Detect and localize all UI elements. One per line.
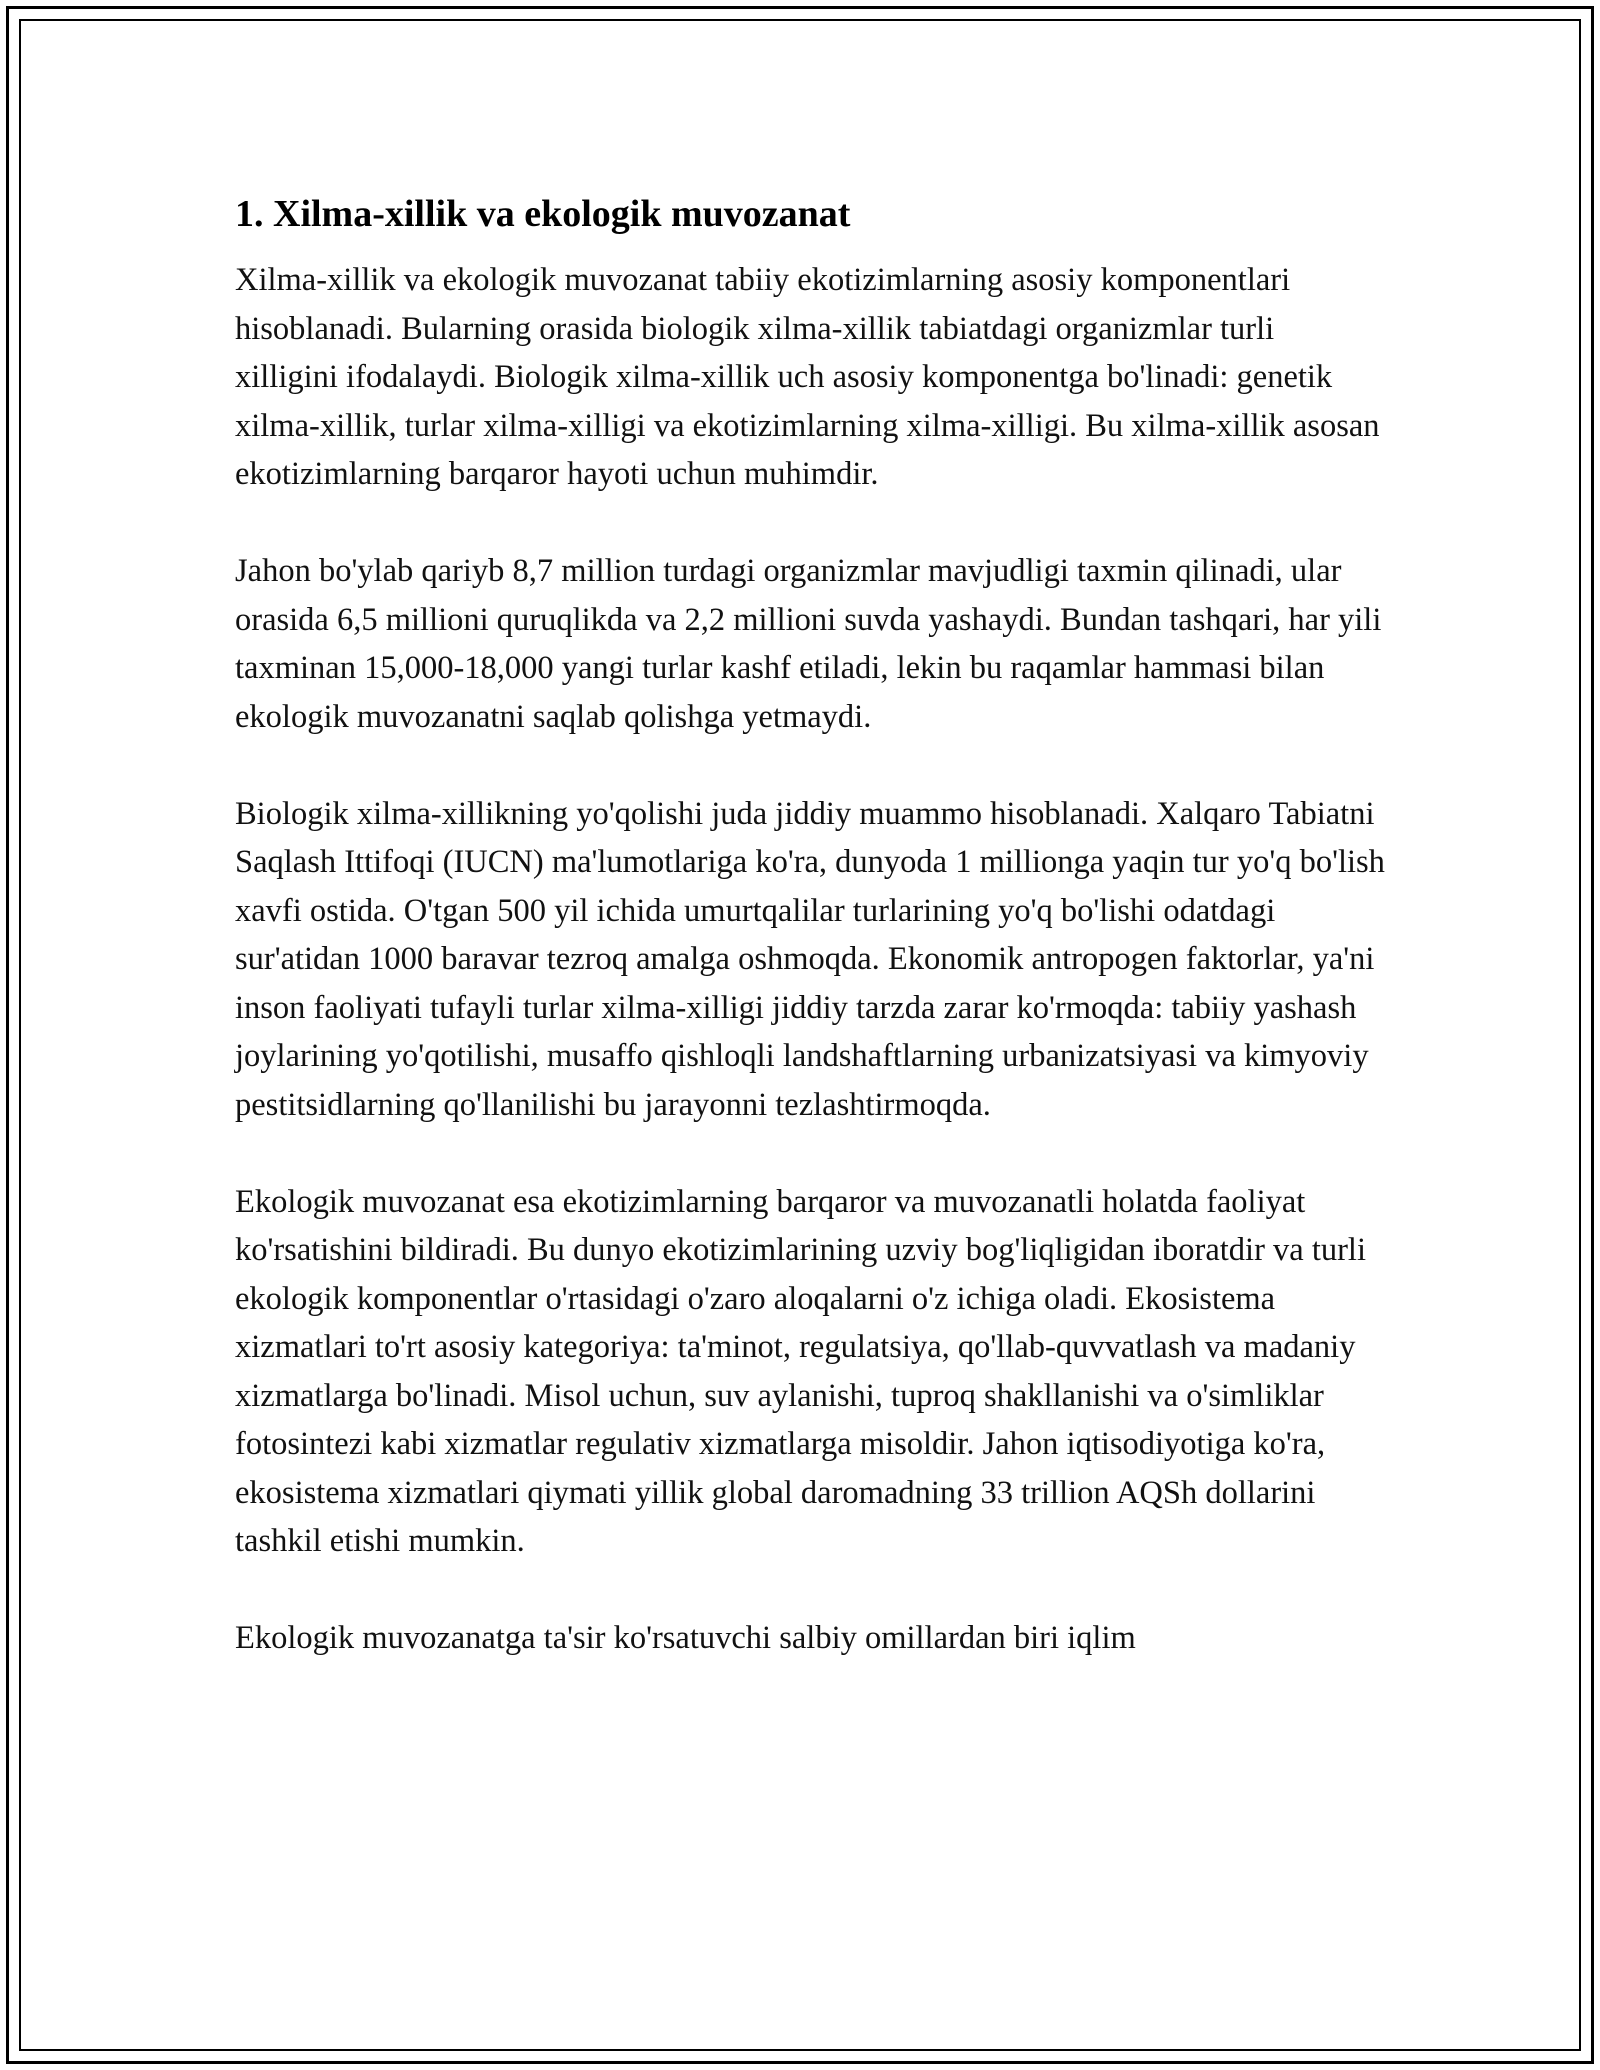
section-heading: 1. Xilma-xillik va ekologik muvozanat (235, 193, 851, 235)
paragraph-biodiversity-loss: Biologik xilma-xillikning yo'qolishi juda jiddiy muammo hisoblanadi. Xalqaro Tabiatni Saqlash Ittifoqi (IUCN) ma'lumotlariga ko'ra, dunyoda 1 millionga yaqin tur yo'q bo'lish xavfi ostida. O'tgan 500 yil ichida umurtqalilar turlarining yo'q bo'lishi odatdagi sur'atidan 1000 baravar tezroq amalga oshmoqda. Ekonomik antropogen faktorlar, ya'ni inson faoliyati tufayli turlar xilma-xilligi jiddiy tarzda zarar ko'rmoqda: tabiiy yashash joylarining yo'qotilishi, musaffo qishloqli landshaftlarning urbanizatsiyasi va kimyoviy pestitsidlarning qo'llanilishi bu jarayonni tezlashtirmoqda. (235, 795, 1385, 1123)
document-body (235, 186, 1385, 1711)
paragraph-species-count: Jahon bo'ylab qariyb 8,7 million turdagi organizmlar mavjudligi taxmin qilinadi, ular orasida 6,5 millioni quruqlikda va 2,2 millioni suvda yashaydi. Bundan tashqari, har yili taxminan 15,000-18,000 yangi turlar kashf etiladi, lekin bu raqamlar hammasi bilan ekologik muvozanatni saqlab qolishga yetmaydi. (235, 553, 1382, 735)
paragraph-ecological-balance: Ekologik muvozanat esa ekotizimlarning barqaror va muvozanatli holatda faoliyat ko'rsatishini bildiradi. Bu dunyo ekotizimlarining uzviy bog'liqligidan iboratdir va turli ekologik komponentlar o'rtasidagi o'zaro aloqalarni o'z ichiga oladi. Ekosistema xizmatlari to'rt asosiy kategoriya: ta'minot, regulatsiya, qo'llab-quvvatlash va madaniy xizmatlarga bo'linadi. Misol uchun, suv aylanishi, tuproq shakllanishi va o'simliklar fotosintezi kabi xizmatlar regulativ xizmatlarga misoldir. Jahon iqtisodiyotiga ko'ra, ekosistema xizmatlari qiymati yillik global daromadning 33 trillion AQSh dollarini tashkil etishi mumkin. (235, 1183, 1366, 1559)
paragraph-negative-factors: Ekologik muvozanatga ta'sir ko'rsatuvchi salbiy omillardan biri iqlim (235, 1620, 1136, 1656)
paragraph-biodiversity-intro: Xilma-xillik va ekologik muvozanat tabiiy ekotizimlarning asosiy komponentlari hisoblanadi. Bularning orasida biologik xilma-xillik tabiatdagi organizmlar turli xilligini ifodalaydi. Biologik xilma-xillik uch asosiy komponentga bo'linadi: genetik xilma-xillik, turlar xilma-xilligi va ekotizimlarning xilma-xilligi. Bu xilma-xillik asosan ekotizimlarning barqaror hayoti uchun muhimdir. (235, 262, 1380, 492)
